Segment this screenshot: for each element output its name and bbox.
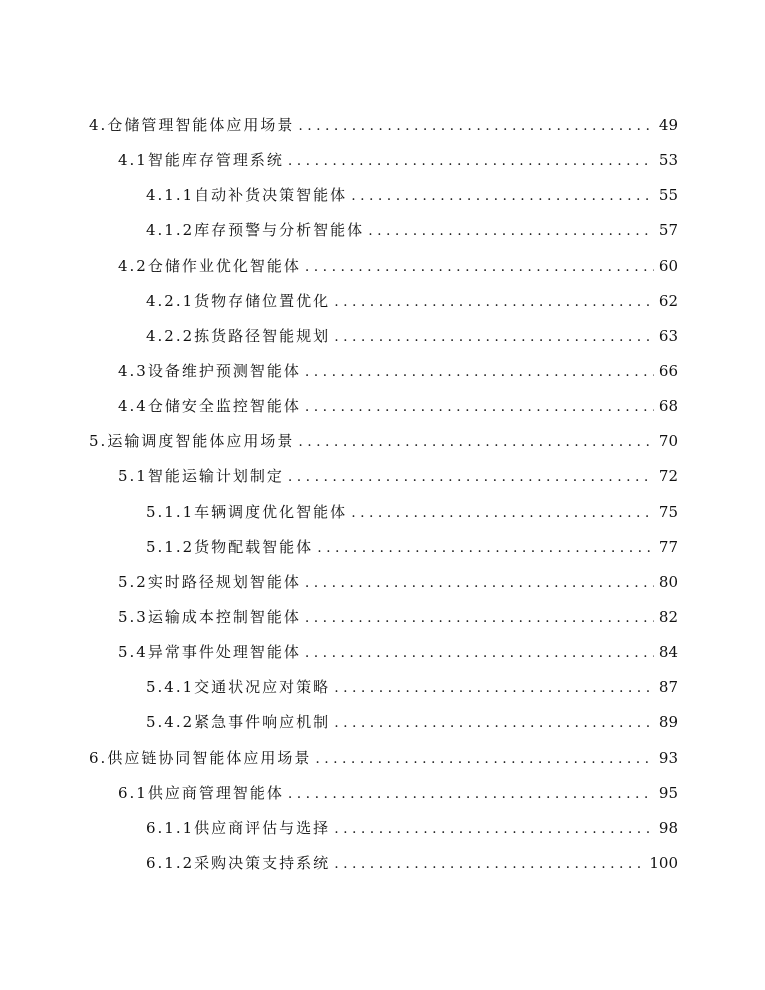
toc-entry-5-1-1[interactable] [146, 501, 678, 523]
dot-leader [288, 150, 654, 172]
toc-title: 供应商管理智能体 [147, 784, 284, 802]
toc-number: 4.2 [118, 257, 148, 275]
toc-page-number: 55 [658, 186, 678, 204]
toc-entry-5[interactable] [89, 430, 678, 452]
toc-number: 5.1 [118, 467, 148, 485]
dot-leader [351, 502, 654, 524]
toc-page-number: 63 [658, 327, 678, 345]
toc-number: 5.1.2 [146, 538, 195, 556]
dot-leader [315, 748, 654, 770]
dot-leader [298, 115, 654, 137]
toc-number: 5.1.1 [146, 503, 195, 521]
toc-title: 运输成本控制智能体 [147, 608, 301, 626]
toc-number: 4.2.1 [146, 292, 195, 310]
toc-page-number: 100 [649, 854, 678, 872]
toc-number: 5. [89, 432, 108, 450]
dot-leader [334, 677, 654, 699]
toc-number: 6.1 [118, 784, 148, 802]
toc-title: 仓储管理智能体应用场景 [107, 116, 295, 134]
dot-leader [298, 431, 654, 453]
toc-page-number: 80 [658, 573, 678, 591]
toc-page-number: 95 [658, 784, 678, 802]
toc-entry-6-1[interactable] [118, 782, 678, 804]
toc-entry-6-1-1[interactable] [146, 817, 678, 839]
toc-page-number: 84 [658, 643, 678, 661]
dot-leader [305, 607, 654, 629]
toc-title: 智能库存管理系统 [147, 151, 284, 169]
toc-entry-4-4[interactable] [118, 395, 678, 417]
toc-entry-5-4-2[interactable] [146, 711, 678, 733]
toc-number: 6. [89, 749, 108, 767]
dot-leader [288, 466, 654, 488]
toc-number: 4.4 [118, 397, 148, 415]
toc-entry-5-1[interactable] [118, 465, 678, 487]
dot-leader [305, 396, 654, 418]
toc-title: 紧急事件响应机制 [194, 713, 331, 731]
toc-page-number: 93 [658, 749, 678, 767]
dot-leader [305, 642, 654, 664]
toc-title: 交通状况应对策略 [194, 678, 331, 696]
dot-leader [334, 853, 645, 875]
toc-entry-5-2[interactable] [118, 571, 678, 593]
toc-entry-5-4[interactable] [118, 641, 678, 663]
toc-page-number: 72 [658, 467, 678, 485]
toc-title: 智能运输计划制定 [147, 467, 284, 485]
toc-number: 5.4.1 [146, 678, 195, 696]
toc-page-number: 68 [658, 397, 678, 415]
toc-entry-4-1-2[interactable] [146, 219, 678, 241]
toc-number: 4.1.2 [146, 221, 195, 239]
toc-title: 拣货路径智能规划 [194, 327, 331, 345]
toc-entry-4[interactable] [89, 114, 678, 136]
toc-page-number: 49 [658, 116, 678, 134]
toc-page-number: 70 [658, 432, 678, 450]
toc-entry-5-1-2[interactable] [146, 536, 678, 558]
toc-title: 异常事件处理智能体 [147, 643, 301, 661]
toc-number: 5.4 [118, 643, 148, 661]
toc-number: 4.3 [118, 362, 148, 380]
toc-title: 库存预警与分析智能体 [194, 221, 365, 239]
toc-title: 车辆调度优化智能体 [194, 503, 348, 521]
toc-entry-6[interactable] [89, 747, 678, 769]
toc-page-number: 62 [658, 292, 678, 310]
toc-page-number: 53 [658, 151, 678, 169]
toc-number: 4.1 [118, 151, 148, 169]
toc-page-number: 89 [658, 713, 678, 731]
toc-entry-4-3[interactable] [118, 360, 678, 382]
toc-page-number: 87 [658, 678, 678, 696]
dot-leader [368, 220, 654, 242]
toc-title: 供应链协同智能体应用场景 [107, 749, 312, 767]
dot-leader [334, 712, 654, 734]
toc-entry-4-1-1[interactable] [146, 184, 678, 206]
toc-page-number: 60 [658, 257, 678, 275]
toc-title: 采购决策支持系统 [194, 854, 331, 872]
toc-entry-4-1[interactable] [118, 149, 678, 171]
toc-title: 设备维护预测智能体 [147, 362, 301, 380]
toc-title: 自动补货决策智能体 [194, 186, 348, 204]
toc-page-number: 98 [658, 819, 678, 837]
dot-leader [288, 783, 654, 805]
dot-leader [334, 818, 654, 840]
toc-page-number: 57 [658, 221, 678, 239]
toc-entry-4-2[interactable] [118, 255, 678, 277]
toc-title: 实时路径规划智能体 [147, 573, 301, 591]
toc-number: 4.2.2 [146, 327, 195, 345]
dot-leader [334, 291, 654, 313]
toc-number: 5.4.2 [146, 713, 195, 731]
toc-title: 供应商评估与选择 [194, 819, 331, 837]
dot-leader [305, 361, 654, 383]
dot-leader [351, 185, 654, 207]
toc-entry-6-1-2[interactable] [146, 852, 678, 874]
toc-number: 5.3 [118, 608, 148, 626]
toc-entry-4-2-1[interactable] [146, 290, 678, 312]
dot-leader [305, 572, 654, 594]
toc-title: 仓储安全监控智能体 [147, 397, 301, 415]
toc-number: 4.1.1 [146, 186, 195, 204]
dot-leader [317, 537, 654, 559]
toc-number: 4. [89, 116, 108, 134]
toc-number: 5.2 [118, 573, 148, 591]
toc-title: 仓储作业优化智能体 [147, 257, 301, 275]
toc-entry-4-2-2[interactable] [146, 325, 678, 347]
dot-leader [305, 256, 654, 278]
toc-number: 6.1.1 [146, 819, 195, 837]
toc-page-number: 66 [658, 362, 678, 380]
toc-title: 运输调度智能体应用场景 [107, 432, 295, 450]
toc-page-number: 82 [658, 608, 678, 626]
toc-entry-5-3[interactable] [118, 606, 678, 628]
dot-leader [334, 326, 654, 348]
toc-page-number: 75 [658, 503, 678, 521]
toc-title: 货物配载智能体 [194, 538, 314, 556]
toc-entry-5-4-1[interactable] [146, 676, 678, 698]
toc-page-number: 77 [658, 538, 678, 556]
toc-title: 货物存储位置优化 [194, 292, 331, 310]
toc-number: 6.1.2 [146, 854, 195, 872]
